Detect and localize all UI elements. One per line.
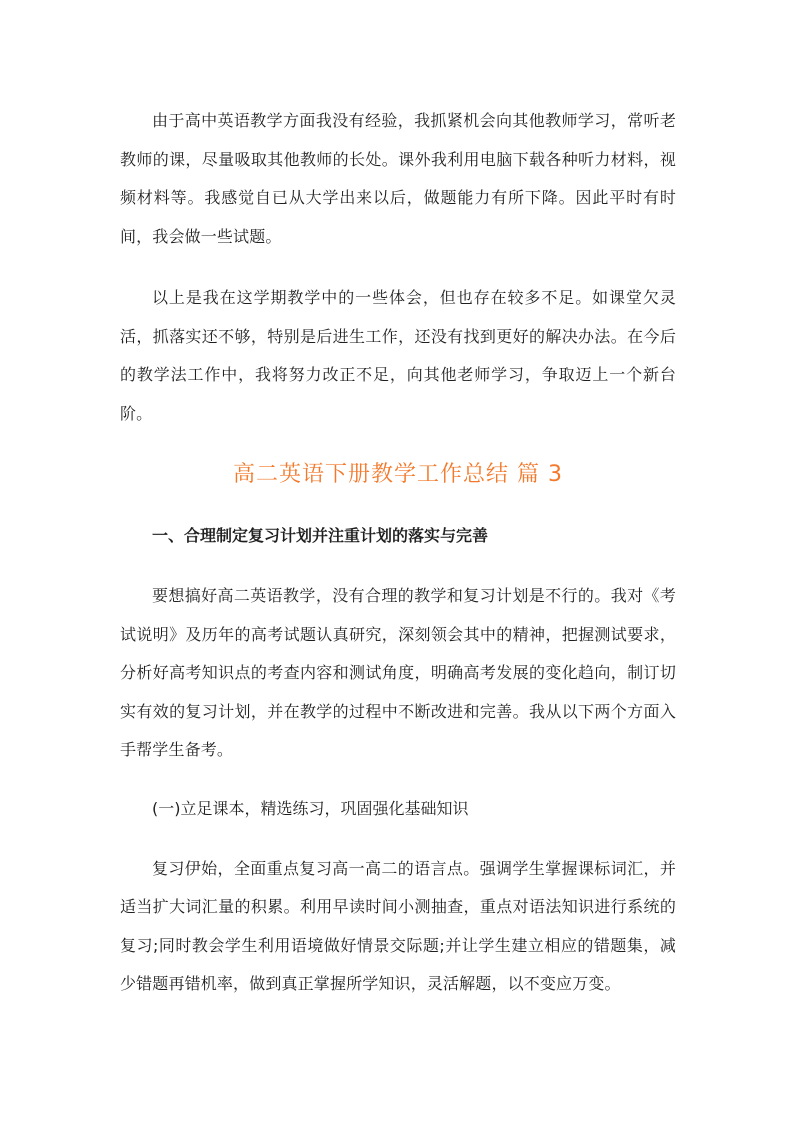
- heading-gap: [120, 551, 676, 577]
- document-content: [120, 102, 676, 1004]
- title-gap: [120, 490, 676, 521]
- subsection-heading: (一)立足课本，精选练习，巩固强化基础知识: [152, 798, 469, 818]
- section-heading: 一、合理制定复习计划并注重计划的落实与完善: [152, 526, 489, 545]
- paragraph-gap: [120, 256, 676, 279]
- subsection-gap: [120, 824, 676, 850]
- paragraph-text: 由于高中英语教学方面我没有经验，我抓紧机会向其他教师学习，常听老教师的课，尽量吸取其他教师的长处。课外我利用电脑下载各种听力材料，视频材料等。我感觉自已从大学出来以后，做题能力有所下降。因此平时有时间，我会做一些试题。: [120, 111, 676, 246]
- section-gap: [120, 433, 676, 460]
- paragraph-text: 以上是我在这学期教学中的一些体会，但也存在较多不足。如课堂欠灵活，抓落实还不够，特别是后进生工作，还没有找到更好的解决办法。在今后的教学法工作中，我将努力改正不足，向其他老师学习，争取迈上一个新台阶。: [120, 288, 676, 423]
- paragraph-text: 复习伊始，全面重点复习高一高二的语言点。强调学生掌握课标词汇，并适当扩大词汇量的积累。利用早读时间小测抽查，重点对语法知识进行系统的复习;同时教会学生利用语境做好情景交际题;并让学生建立相应的错题集，减少错题再错机率，做到真正掌握所学知识，灵活解题，以不变应万变。: [120, 858, 676, 993]
- section-title: 高二英语下册教学工作总结 篇 3: [233, 462, 563, 487]
- paragraph-text: 要想搞好高二英语教学，没有合理的教学和复习计划是不行的。我对《考试说明》及历年的高考试题认真研究，深刻领会其中的精神，把握测试要求，分析好高考知识点的考查内容和测试角度，明确高考发展的变化趋向，制订切实有效的复习计划，并在教学的过程中不断改进和完善。我从以下两个方面入手帮学生备考。: [120, 586, 676, 759]
- paragraph-gap: [120, 770, 676, 794]
